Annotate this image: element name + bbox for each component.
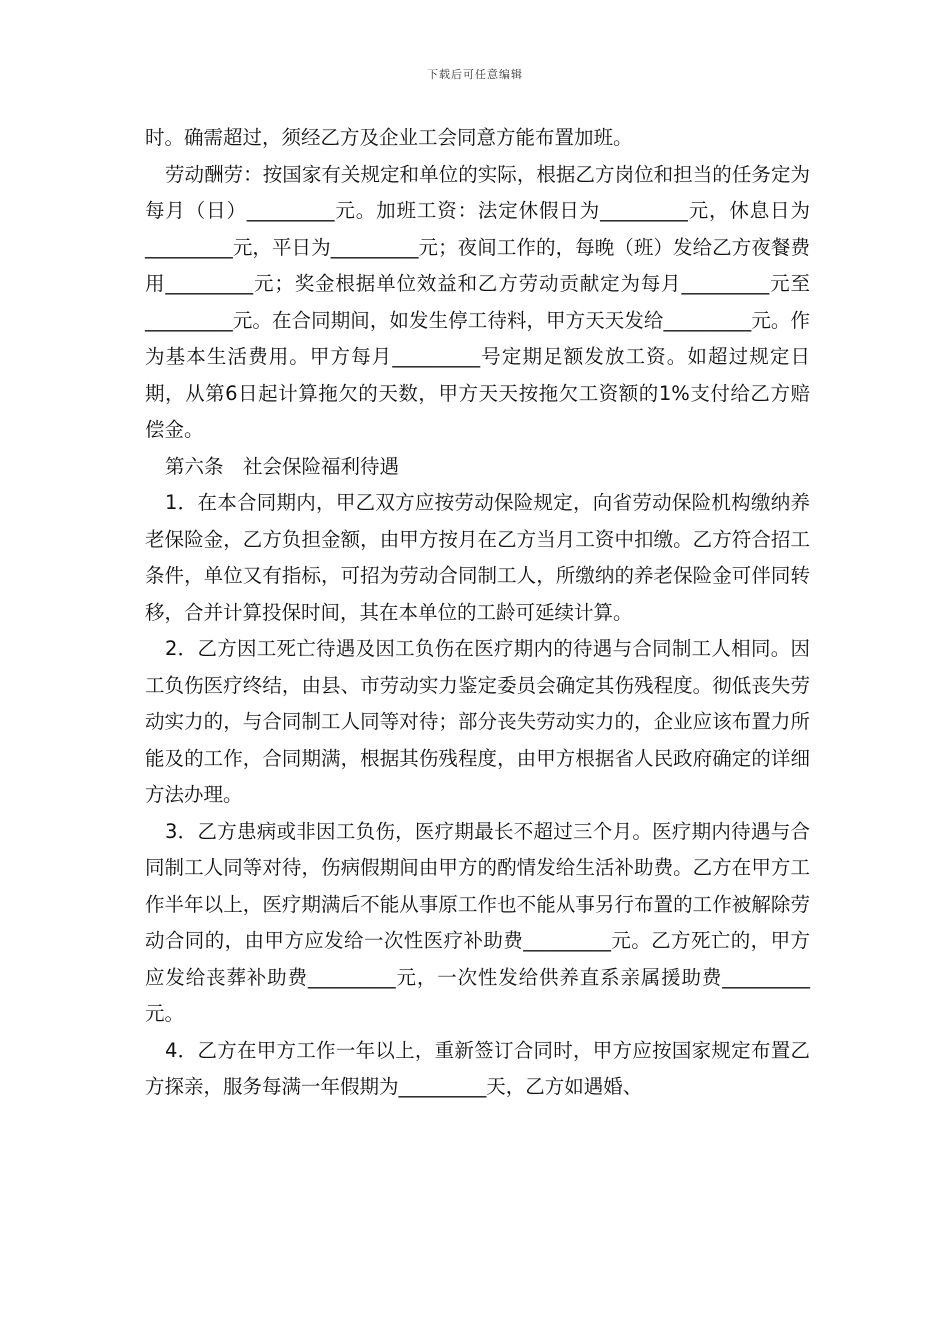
page-header: 下载后可任意编辑 bbox=[427, 68, 523, 81]
paragraph-clause-2: 2．乙方因工死亡待遇及因工负伤在医疗期内的待遇与合同制工人相同。因工负伤医疗终结，由县、市劳动实力鉴定委员会确定其伤残程度。彻低丧失劳动实力的，与合同制工人同等对待；部分丧失劳动实力的，企业应该布置力所能及的工作，合同期满，根据其伤残程度，由甲方根据省人民政府确定的详细方法办理。 bbox=[145, 637, 810, 806]
paragraph-overtime-end: 时。确需超过，须经乙方及企业工会同意方能布置加班。 bbox=[145, 126, 633, 149]
section-heading-article-6: 第六条 社会保险福利待遇 bbox=[165, 454, 400, 478]
paragraph-remuneration: 劳动酬劳：按国家有关规定和单位的实际，根据乙方岗位和担当的任务定为每月（日）_________元。加班工资：法定休假日为_________元，休息日为_________元，平日为_________元；夜间工作的，每晚（班）发给乙方夜餐费用_________元；奖金根据单位效益和乙方劳动贡献定为每月_________元至_________元。在合同期间，如发生停工待料，甲方天天发给_________元。作为基本生活费用。甲方每月_________号定期足额发放工资。如超过规定日期，从第6日起计算拖欠的天数，甲方天天按拖欠工资额的1%支付给乙方赔偿金。 bbox=[145, 162, 810, 441]
paragraph-clause-4: 4．乙方在甲方工作一年以上，重新签订合同时，甲方应按国家规定布置乙方探亲，服务每满一年假期为_________天，乙方如遇婚、 bbox=[145, 1038, 810, 1098]
paragraph-clause-3: 3．乙方患病或非因工负伤，医疗期最长不超过三个月。医疗期内待遇与合同制工人同等对待，伤病假期间由甲方的酌情发给生活补助费。乙方在甲方工作半年以上，医疗期满后不能从事原工作也不能从事另行布置的工作被解除劳动合同的，由甲方应发给一次性医疗补助费_________元。乙方死亡的，甲方应发给丧葬补助费_________元，一次性发给供养直系亲属援助费_________元。 bbox=[145, 819, 810, 1025]
document-body bbox=[145, 120, 810, 1106]
paragraph-clause-1: 1．在本合同期内，甲乙双方应按劳动保险规定，向省劳动保险机构缴纳养老保险金，乙方负担金额，由甲方按月在乙方当月工资中扣缴。乙方符合招工条件，单位又有指标，可招为劳动合同制工人，所缴纳的养老保险金可伴同转移，合并计算投保时间，其在本单位的工龄可延续计算。 bbox=[145, 491, 810, 624]
